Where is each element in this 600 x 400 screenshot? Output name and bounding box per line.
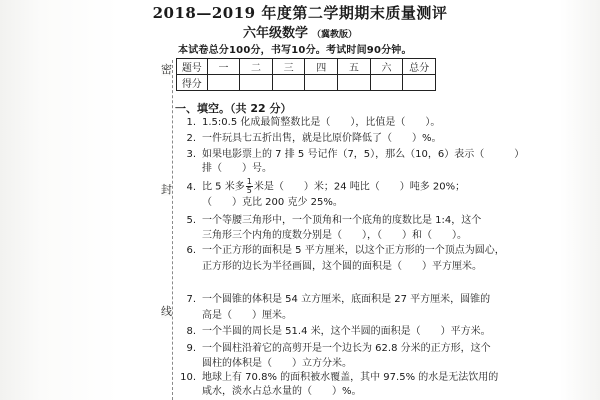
score-input-cell[interactable] [338, 75, 371, 91]
subject-title: 六年级数学 [242, 26, 308, 41]
fraction: $\frac{1}{5}$ [246, 177, 252, 195]
question-item: 10. 地球上有 70.8% 的面积被水覆盖，其中 97.5% 的水是无法饮用的 [180, 372, 499, 383]
score-input-cell[interactable] [370, 75, 403, 91]
score-header-cell: 题号 [177, 59, 208, 75]
score-header-cell: 五 [338, 59, 371, 75]
binding-dashed-line [172, 60, 173, 400]
score-table [176, 58, 436, 91]
score-input-cell[interactable] [403, 75, 436, 91]
edition-label: （冀教版） [312, 30, 358, 40]
score-header-cell: 一 [207, 59, 240, 75]
margin-label-close: 封 [161, 183, 172, 196]
question-item: 8. 一个半圆的周长是 51.4 米，这个半圆的面积是（ ）平方米。 [186, 326, 491, 337]
score-input-cell[interactable] [207, 75, 240, 91]
score-input-cell[interactable] [240, 75, 273, 91]
score-input-cell[interactable] [272, 75, 305, 91]
exam-subtitle [0, 22, 600, 41]
score-table-score-row [177, 75, 436, 91]
question-item: 7. 一个圆锥的体积是 54 立方厘米，底面积是 27 平方厘米，圆锥的 [186, 294, 491, 305]
question-item: 1. 1.5:0.5 化成最简整数比是（ ），比值是（ ）。 [186, 117, 441, 128]
score-header-cell: 总分 [403, 59, 436, 75]
question-item: 5. 一个等腰三角形中，一个顶角和一个底角的度数比是 1:4，这个 [186, 215, 482, 226]
question-continuation: 圆柱的体积是（ ）立方分米。 [202, 358, 352, 369]
section-heading: 一、填空。（共 22 分） [175, 102, 292, 115]
margin-label-line: 线 [161, 305, 172, 318]
question-continuation: 咸水，淡水占总水量的（ ）%。 [202, 386, 362, 397]
question-item: 6. 一个正方形的面积是 5 平方厘米，以这个正方形的一个顶点为圆心， [186, 245, 505, 256]
question-item: 4. 比 5 米多 $\frac{1}{5}$ 米是（ ）米；24 吨比（ ）吨多 20%； [186, 177, 466, 195]
score-table-header-row [177, 59, 436, 75]
question-item: 2. 一件玩具七五折出售，就是比原价降低了（ ）%。 [186, 133, 442, 144]
score-header-cell: 三 [272, 59, 305, 75]
question-continuation: （ ）克比 200 克少 25%。 [202, 197, 343, 208]
score-header-cell: 六 [370, 59, 403, 75]
margin-label-seal: 密 [161, 63, 172, 76]
question-item: 3. 如果电影票上的 7 排 5 号记作（7，5），那么（10，6）表示（ ） [186, 149, 525, 160]
question-continuation: 高是（ ）厘米。 [202, 310, 292, 321]
score-header-cell: 二 [240, 59, 273, 75]
score-row-label: 得分 [177, 75, 208, 91]
exam-title: 2018—2019 年度第二学期期末质量测评 [152, 4, 448, 22]
score-input-cell[interactable] [305, 75, 338, 91]
question-continuation: 排（ ）号。 [202, 163, 272, 174]
exam-note: 本试卷总分100分，书写10分。考试时间90分钟。 [178, 45, 412, 56]
question-continuation: 正方形的边长为半径画圆，这个圆的面积是（ ）平方厘米。 [202, 261, 482, 272]
question-item: 9. 一个圆柱沿着它的高剪开是一个边长为 62.8 分米的正方形，这个 [186, 343, 491, 354]
question-continuation: 三角形三个内角的度数分别是（ ），（ ）和（ ）。 [202, 230, 467, 241]
score-header-cell: 四 [305, 59, 338, 75]
